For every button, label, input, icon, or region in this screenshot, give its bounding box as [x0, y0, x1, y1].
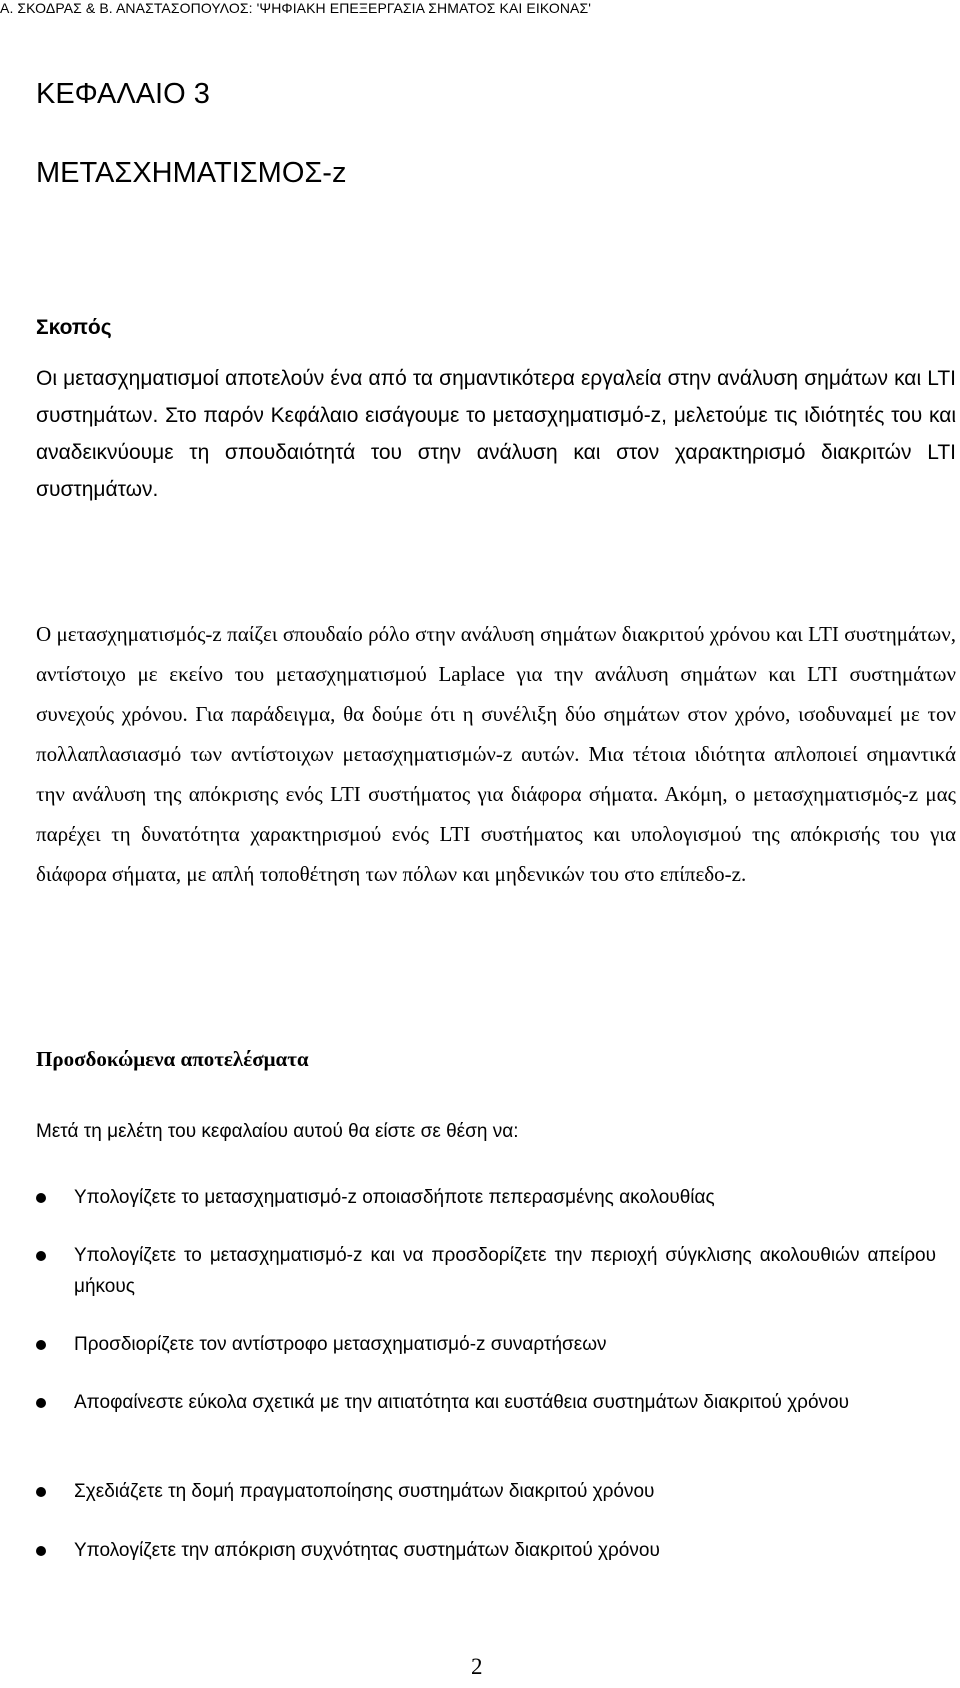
bullet-icon [36, 1193, 46, 1203]
list-item-text: Υπολογίζετε την απόκριση συχνότητας συστημάτων διακριτού χρόνου [74, 1540, 660, 1561]
page-number: 2 [471, 1654, 483, 1679]
body-paragraph: Ο μετασχηματισμός-z παίζει σπουδαίο ρόλο στην ανάλυση σημάτων διακριτού χρόνου και LTI συστημάτων, αντίστοιχο με εκείνο του μετασχηματισμού Laplace για την ανάλυση σημάτων και LTI συστημάτων συνεχούς χρόνου. Για παράδειγμα, θα δούμε ότι η συνέλιξη δύο σημάτων στον χρόνο, ισοδυναμεί με τον πολλαπλασιασμό των αντίστοιχων μετασχηματισμών-z αυτών. Μια τέτοια ιδιότητα απλοποιεί σημαντικά την ανάλυση της απόκρισης ενός LTI συστήματος για διάφορα σήματα. Ακόμη, ο μετασχηματισμός-z μας παρέχει τη δυνατότητα χαρακτηρισμού ενός LTI συστήματος και υπολογισμού της απόκρισής του για διάφορα σήματα, με απλή τοποθέτηση των πόλων και μηδενικών του στο επίπεδο-z. [36, 622, 956, 886]
chapter-title: ΜΕΤΑΣΧΗΜΑΤΙΣΜΟΣ-z [36, 157, 347, 189]
bullet-icon [36, 1340, 46, 1350]
list-item-text: Αποφαίνεστε εύκολα σχετικά με την αιτιατότητα και ευστάθεια συστημάτων διακριτού χρόνου [74, 1392, 850, 1413]
list-item-text: Προσδιορίζετε τον αντίστροφο μετασχηματισμό-z συναρτήσεων [74, 1334, 607, 1355]
list-item [36, 1240, 936, 1302]
bullet-icon [36, 1251, 46, 1261]
outcomes-heading: Προσδοκώμενα αποτελέσματα [36, 1047, 309, 1071]
list-item [36, 1387, 936, 1418]
list-item [36, 1182, 936, 1213]
list-item [36, 1535, 936, 1566]
bullet-icon [36, 1398, 46, 1408]
list-item [36, 1476, 936, 1507]
list-item [36, 1329, 936, 1360]
purpose-heading: Σκοπός [36, 316, 112, 339]
list-item-text: Υπολογίζετε το μετασχηματισμό-z οποιασδήποτε πεπερασμένης ακολουθίας [74, 1187, 715, 1208]
list-item-text: Σχεδιάζετε τη δομή πραγματοποίησης συστημάτων διακριτού χρόνου [74, 1481, 655, 1502]
bullet-icon [36, 1546, 46, 1556]
outcomes-intro: Μετά τη μελέτη του κεφαλαίου αυτού θα είστε σε θέση να: [36, 1121, 519, 1142]
purpose-paragraph: Οι μετασχηματισμοί αποτελούν ένα από τα σημαντικότερα εργαλεία στην ανάλυση σημάτων και LTI συστημάτων. Στο παρόν Κεφάλαιο εισάγουμε το μετασχηματισμό-z, μελετούμε τις ιδιότητές του και αναδεικνύουμε τη σπουδαιότητά του στην ανάλυση και στον χαρακτηρισμό διακριτών LTI συστημάτων. [36, 367, 956, 501]
chapter-number: ΚΕΦΑΛΑΙΟ 3 [36, 78, 210, 110]
running-header: Α. ΣΚΟΔΡΑΣ & Β. ΑΝΑΣΤΑΣΟΠΟΥΛΟΣ: 'ΨΗΦΙΑΚΗ ΕΠΕΞΕΡΓΑΣΙΑ ΣΗΜΑΤΟΣ ΚΑΙ ΕΙΚΟΝΑΣ' [0, 0, 591, 16]
list-item-text: Υπολογίζετε το μετασχηματισμό-z και να προσδορίζετε την περιοχή σύγκλισης ακολουθιών απείρου μήκους [74, 1245, 936, 1297]
bullet-icon [36, 1487, 46, 1497]
